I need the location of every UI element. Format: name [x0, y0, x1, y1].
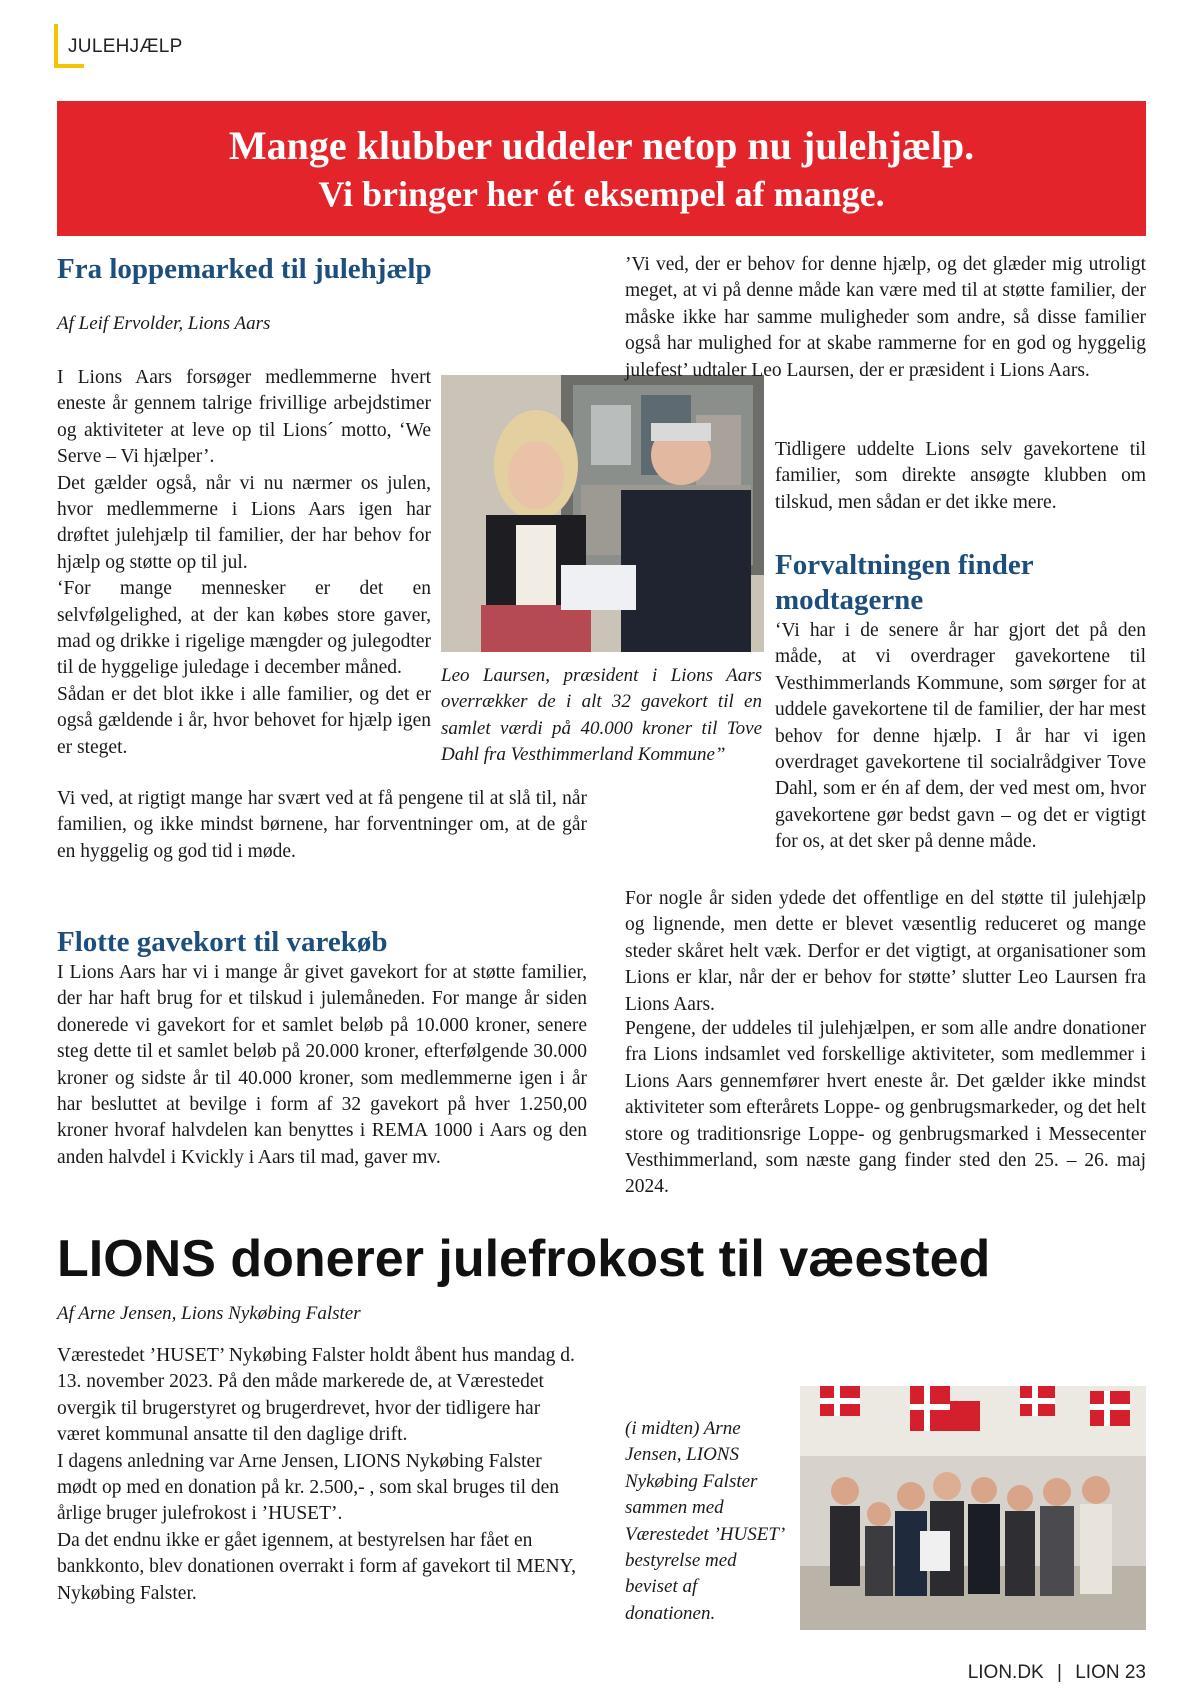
article-headline: Fra loppemarked til julehjælp [57, 253, 432, 285]
article-2-byline: Af Arne Jensen, Lions Nykøbing Falster [57, 1303, 361, 1324]
intro-banner [57, 101, 1146, 236]
photo-group [800, 1386, 1146, 1630]
paragraph: I dagens anledning var Arne Jensen, LIONS Nykøbing Falster mødt op med en donation på kr. 2.500,- , som skal bruges til den årlige bruger julefrokost i ’HUSET’. [57, 1450, 560, 1525]
paragraph: Det gælder også, når vi nu nærmer os julen, hvor medlemmerne i Lions Aars igen har drøftet julehjælp til familier, der har behov for hjælp og støtte op til jul. [57, 472, 431, 573]
paragraph: ’Vi ved, der er behov for denne hjælp, og det glæder mig utroligt meget, at vi på denne måde kan være med til at støtte familier, der måske ikke har samme muligheder som andre, så disse familier også har mulighed for at skabe rammerne for en god og hyggelig julefest’ udtaler Leo Laursen, der er præsident i Lions Aars. [625, 254, 1146, 381]
paragraph: I Lions Aars har vi i mange år givet gavekort for at støtte familier, der har haft brug for et tilskud i julemåneden. For mange år siden donerede vi gavekort for et samlet beløb på 10.000 kroner, senere steg dette til et samlet beløb på 20.000 kroner, efterfølgende 30.000 kroner og sidste år til 40.000 kroner, som medlemmerne igen i år har besluttet at bevilge i form af 32 gavekort på hver 1.250,00 kroner hvoraf halvdelen kan benyttes i REMA 1000 i Aars og den anden halvdel i Kvickly i Aars til mad, gaver mv. [57, 962, 587, 1168]
subheading: Forvaltningen finder modtagerne [775, 549, 1034, 616]
paragraph: I Lions Aars forsøger medlemmerne hvert eneste år gennem talrige frivillige arbejdstimer og aktiviteter at leve op til Lions´ motto, ‘We Serve – Vi hjælper’. [57, 367, 431, 468]
photo-caption: Leo Laursen, præsident i Lions Aars overrækker de i alt 32 gavekort til en samlet værdi på 40.000 kroner til Tove Dahl fra Vesthimmerland Kommune” [441, 665, 762, 766]
subheading: Flotte gavekort til varekøb [57, 926, 388, 958]
article-2-headline: LIONS donerer julefrokost til væested [57, 1230, 991, 1288]
footer-page-number: LION 23 [1075, 1662, 1146, 1683]
section-marker [54, 24, 58, 68]
section-label: JULEHJÆLP [68, 36, 183, 57]
footer-separator: | [1057, 1662, 1062, 1683]
photo-handover [441, 375, 764, 652]
section-marker-base [54, 64, 84, 68]
paragraph: Sådan er det blot ikke i alle familier, og det er også gældende i år, hvor behovet for hjælp igen er steget. [57, 683, 431, 758]
paragraph: For nogle år siden ydede det offentlige en del støtte til julehjælp og lignende, men dette er blevet væsentlig reduceret og mange steder skåret helt væk. Derfor er det vigtigt, at organisationer som Lions er klar, når der er behov for støtte’ slutter Leo Laursen fra Lions Aars. [625, 888, 1146, 1015]
article-byline: Af Leif Ervolder, Lions Aars [57, 313, 271, 334]
paragraph: ‘For mange mennesker er det en selvfølgelighed, at der kan købes store gaver, mad og drikke i rigelige mængder og julegodter til de hyggelige juledage i december måned. [57, 578, 431, 679]
banner-line-1: Mange klubber uddeler netop nu julehjælp. [228, 123, 975, 168]
paragraph: Pengene, der uddeles til julehjælpen, er som alle andre donationer fra Lions indsamlet ved forskellige aktiviteter, som medlemmer i Lions Aars gennemfører hvert eneste år. Det gælder ikke mindst aktiviteter som efterårets Loppe- og genbrugsmarkeder, og det helt store og traditionsrige Loppe- og genbrugsmarked i Messecenter Vesthimmerland, som næste gang finder sted den 25. – 26. maj 2024. [625, 1018, 1146, 1198]
article-2-paragraphs [57, 1343, 579, 1607]
paragraph: Da det endnu ikke er gået igennem, at bestyrelsen har fået en bankkonto, blev donationen overrakt i form af gavekort til MENY, Nykøbing Falster. [57, 1529, 576, 1604]
photo-caption: (i midten) Arne Jensen, LIONS Nykøbing Falster sammen med Værestedet ’HUSET’ bestyrelse med beviset af donationen. [625, 1418, 784, 1624]
footer-site: LION.DK [967, 1662, 1044, 1683]
paragraph: Vi ved, at rigtigt mange har svært ved at få pengene til at slå til, når familien, og ikke mindst børnene, har forventninger om, at de går en hyggelig og god tid i møde. [57, 788, 587, 862]
paragraph: ‘Vi har i de senere år har gjort det på den måde, at vi overdrager gavekortene til Vesthimmerlands Kommune, som sørger for at uddele gavekortene til de familier, der har mest behov for denne hjælp. I år har vi igen overdraget gavekortene til socialrådgiver Tove Dahl, som er én af dem, der ved mest om, hvor gavekortene gør bedst gavn – og det er vigtigt for os, at det sker på denne måde. [775, 620, 1146, 853]
intro-paragraphs [57, 365, 431, 761]
page-footer [900, 1662, 1146, 1684]
photo-handover-image [441, 375, 764, 652]
photo-group-image [800, 1386, 1146, 1630]
banner-line-2: Vi bringer her ét eksempel af mange. [318, 174, 885, 214]
paragraph: Tidligere uddelte Lions selv gavekortene til familier, som direkte ansøgte klubben om tilskud, men sådan er det ikke mere. [775, 439, 1146, 513]
paragraph: Værestedet ’HUSET’ Nykøbing Falster holdt åbent hus mandag d. 13. november 2023. På den måde markerede de, at Værestedet overgik til brugerstyret og brugerdrevet, hvor der tidligere har været kommunal ansatte til den daglige drift. [57, 1345, 575, 1446]
